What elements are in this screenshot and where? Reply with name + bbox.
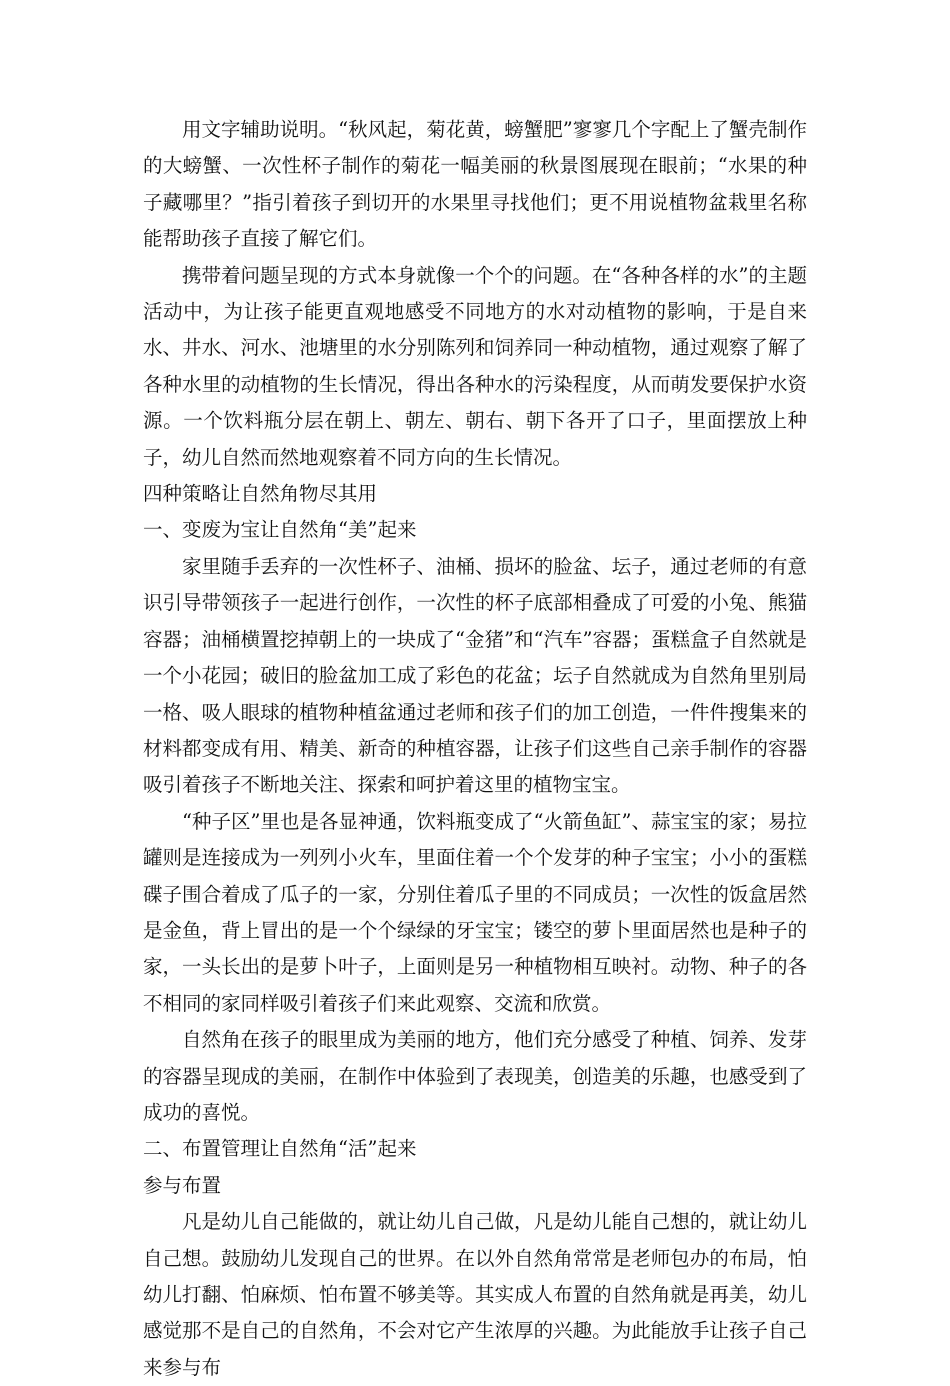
paragraph-text: 家里随手丢弃的一次性杯子、油桶、损坏的脸盆、坛子，通过老师的有意识引导带领孩子一起进行创作，一次性的杯子底部相叠成了可爱的小兔、熊猫容器；油桶横置挖掉朝上的一块成了“金猪”和“汽车”容器；蛋糕盒子自然就是一个小花园；破旧的脸盆加工成了彩色的花盆；坛子自然就成为自然角里别局一格、吸人眼球的植物种植盆通过老师和孩子们的加工创造，一件件搜集来的材料都变成有用、精美、新奇的种植容器，让孩子们这些自己亲手制作的容器吸引着孩子不断地关注、探索和呵护着这里的植物宝宝。 [143, 554, 807, 797]
subsection-heading: 参与布置 [143, 1173, 222, 1197]
paragraph-text: 携带着问题呈现的方式本身就像一个个的问题。在“各种各样的水”的主题活动中，为让孩子能更直观地感受不同地方的水对动植物的影响，于是自来水、井水、河水、池塘里的水分别陈列和饲养同一种动植物，通过观察了解了各种水里的动植物的生长情况，得出各种水的污染程度，从而萌发要保护水资源。一个饮料瓶分层在朝上、朝左、朝右、朝下各开了口子，里面摆放上种子，幼儿自然而然地观察着不同方向的生长情况。 [143, 263, 807, 469]
section-heading: 一、变废为宝让自然角“美”起来 [143, 518, 417, 542]
paragraph-text: 凡是幼儿自己能做的，就让幼儿自己做，凡是幼儿能自己想的，就让幼儿自己想。鼓励幼儿发现自己的世界。在以外自然角常常是老师包办的布局，怕幼儿打翻、怕麻烦、怕布置不够美等。其实成人布置的自然角就是再美，幼儿感觉那不是自己的自然角，不会对它产生浓厚的兴趣。为此能放手让孩子自己来参与布 [143, 1210, 807, 1379]
paragraph-text: 自然角在孩子的眼里成为美丽的地方，他们充分感受了种植、饲养、发芽的容器呈现成的美丽，在制作中体验到了表现美，创造美的乐趣，也感受到了成功的喜悦。 [143, 1028, 807, 1124]
section-heading: 四种策略让自然角物尽其用 [143, 482, 378, 506]
paragraph-text: 用文字辅助说明。“秋风起，菊花黄，螃蟹肥”寥寥几个字配上了蟹壳制作的大螃蟹、一次性杯子制作的菊花一幅美丽的秋景图展现在眼前；“水果的种子藏哪里？”指引着孩子到切开的水果里寻找他们；更不用说植物盆栽里名称能帮助孩子直接了解它们。 [143, 118, 807, 251]
document-page [143, 112, 807, 1386]
section-heading: 二、布置管理让自然角“活”起来 [143, 1137, 417, 1161]
paragraph-text: “种子区”里也是各显神通，饮料瓶变成了“火箭鱼缸”、蒜宝宝的家；易拉罐则是连接成为一列列小火车，里面住着一个个发芽的种子宝宝；小小的蛋糕碟子围合着成了瓜子的一家，分别住着瓜子里的不同成员；一次性的饭盒居然是金鱼，背上冒出的是一个个绿绿的牙宝宝；镂空的萝卜里面居然也是种子的家，一头长出的是萝卜叶子，上面则是另一种植物相互映衬。动物、种子的各不相同的家同样吸引着孩子们来此观察、交流和欣赏。 [143, 809, 807, 1015]
